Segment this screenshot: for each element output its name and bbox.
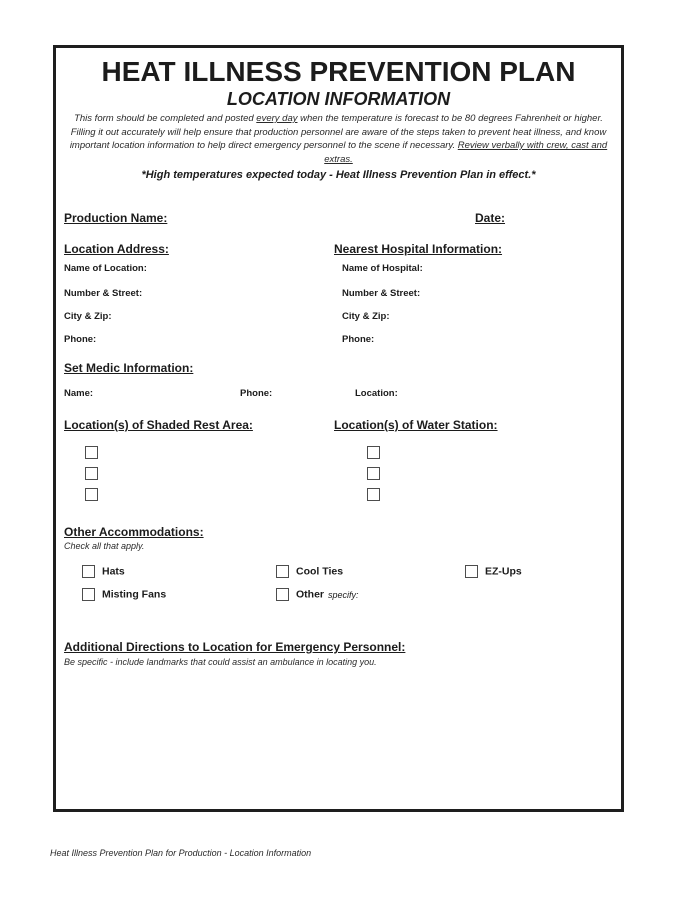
medic-name-label: Name: — [64, 388, 94, 399]
ez-ups-checkbox[interactable] — [465, 565, 478, 578]
other-specify-label: specify: — [328, 589, 359, 600]
water-station-checkbox-2[interactable] — [367, 467, 380, 480]
form-border-box — [53, 45, 624, 812]
number-street-right-label: Number & Street: — [342, 288, 421, 299]
other-accommodations-heading: Other Accommodations: — [64, 525, 204, 539]
cool-ties-checkbox[interactable] — [276, 565, 289, 578]
name-of-location-label: Name of Location: — [64, 263, 147, 274]
hats-label: Hats — [102, 565, 125, 578]
medic-phone-label: Phone: — [240, 388, 273, 399]
city-zip-right-label: City & Zip: — [342, 311, 390, 322]
instructions-underline-review: Review verbally with crew, cast and extras. — [324, 140, 608, 165]
additional-directions-hint: Be specific - include landmarks that could assist an ambulance in locating you. — [64, 657, 377, 667]
instructions-part-2: when the temperature is forecast to be 80 degrees Fahrenheit or higher. Filling it out accurately will help ensure that production personnel are aware of the steps taken to prevent heat illness, and know important location information to help direct emergency personnel to the scene if necessary. — [69, 113, 607, 151]
accommodation-other — [276, 588, 359, 601]
nearest-hospital-heading: Nearest Hospital Information: — [334, 242, 503, 256]
cool-ties-label: Cool Ties — [296, 565, 344, 578]
footer-note: Heat Illness Prevention Plan for Production - Location Information — [50, 848, 312, 858]
number-street-left-label: Number & Street: — [64, 288, 143, 299]
page-title: HEAT ILLNESS PREVENTION PLAN — [101, 56, 576, 87]
hats-checkbox[interactable] — [82, 565, 95, 578]
misting-fans-checkbox[interactable] — [82, 588, 95, 601]
instructions-part-1: This form should be completed and posted — [74, 113, 257, 124]
page-subtitle: LOCATION INFORMATION — [226, 89, 451, 109]
accommodation-misting-fans — [82, 588, 166, 601]
instructions-paragraph — [66, 112, 611, 166]
production-name-label: Production Name: — [64, 211, 168, 225]
misting-fans-label: Misting Fans — [102, 588, 167, 601]
water-station-checkbox-3[interactable] — [367, 488, 380, 501]
accommodation-ez-ups — [465, 565, 522, 578]
accommodation-cool-ties — [276, 565, 343, 578]
water-station-heading: Location(s) of Water Station: — [334, 418, 498, 432]
other-label: Other — [296, 588, 325, 601]
other-checkbox[interactable] — [276, 588, 289, 601]
phone-right-label: Phone: — [342, 334, 375, 345]
additional-directions-heading: Additional Directions to Location for Emergency Personnel: — [64, 640, 406, 654]
phone-left-label: Phone: — [64, 334, 97, 345]
city-zip-left-label: City & Zip: — [64, 311, 112, 322]
shaded-rest-checkbox-3[interactable] — [85, 488, 98, 501]
ez-ups-label: EZ-Ups — [485, 565, 522, 578]
name-of-hospital-label: Name of Hospital: — [342, 263, 423, 274]
shaded-rest-checkbox-1[interactable] — [85, 446, 98, 459]
shaded-rest-heading: Location(s) of Shaded Rest Area: — [64, 418, 253, 432]
water-station-checkbox-1[interactable] — [367, 446, 380, 459]
accommodation-hats — [82, 565, 125, 578]
location-address-heading: Location Address: — [64, 242, 169, 256]
instructions-underline-every-day: every day — [256, 113, 298, 124]
set-medic-heading: Set Medic Information: — [64, 361, 194, 375]
medic-location-label: Location: — [355, 388, 398, 399]
check-all-hint: Check all that apply. — [64, 541, 145, 551]
high-temperature-alert: *High temperatures expected today - Heat Illness Prevention Plan in effect.* — [141, 169, 536, 181]
date-label: Date: — [475, 211, 506, 225]
shaded-rest-checkbox-2[interactable] — [85, 467, 98, 480]
